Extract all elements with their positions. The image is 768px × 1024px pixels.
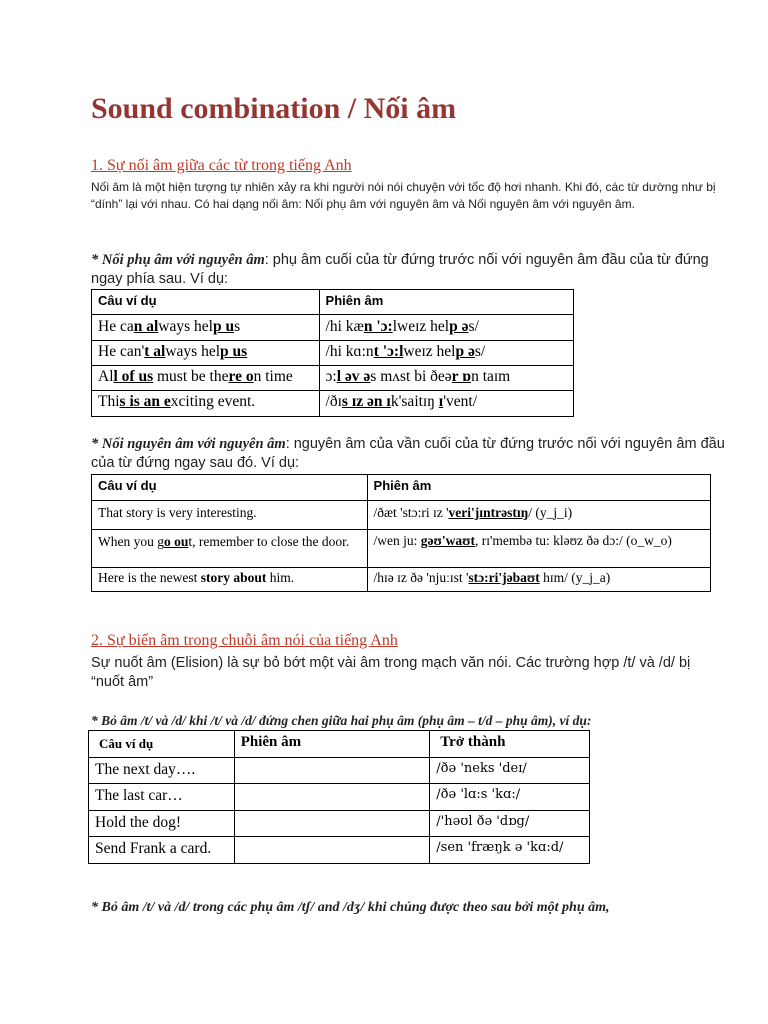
example-sentence: The next day….	[89, 758, 235, 784]
result: /'həʊl ðə 'dɒg/	[430, 811, 590, 837]
column-header: Trở thành	[430, 731, 590, 758]
example-sentence: Here is the newest story about him.	[92, 568, 368, 592]
elision-rule-2: * Bỏ âm /t/ và /d/ trong các phụ âm /tʃ/ and /dʒ/ khi chúng được theo sau bởi một phụ âm,	[91, 900, 610, 915]
transcription	[234, 758, 430, 784]
section-1-heading: 1. Sự nối âm giữa các từ trong tiếng Anh	[91, 157, 352, 174]
table-row	[89, 784, 590, 811]
vowel-vowel-table	[91, 474, 711, 592]
example-sentence: The last car…	[89, 784, 235, 811]
vowel-vowel-lead: * Nối nguyên âm với nguyên âm	[91, 436, 286, 452]
consonant-vowel-lead: * Nối phụ âm với nguyên âm	[91, 252, 265, 268]
table-row	[92, 366, 574, 391]
transcription	[234, 784, 430, 811]
elision-table	[88, 730, 590, 864]
result: /sen 'fræŋk ə 'kɑ:d/	[430, 837, 590, 864]
transcription: /wen ju: gəʊ'waʊt, rɪ'membə tu: kləʊz ðə dɔ:/ (o_w_o)	[367, 530, 710, 568]
transcription: /hɪə ɪz ðə 'njuːɪst 'stɔ:ri'jəbaʊt hɪm/ (y_j_a)	[367, 568, 710, 592]
table-row	[89, 758, 590, 784]
table-row	[92, 341, 574, 366]
example-sentence: Hold the dog!	[89, 811, 235, 837]
table-header-row	[89, 731, 590, 758]
transcription: ɔ:l əv əs mʌst bi ðeər ɒn taɪm	[319, 366, 573, 391]
consonant-vowel-text: : phụ âm cuối của từ đứng trước nối với nguyên âm đầu của từ đứng ngay phía sau. Ví dụ:	[91, 252, 709, 287]
elision-rule-1: * Bỏ âm /t/ và /d/ khi /t/ và /d/ đứng chen giữa hai phụ âm (phụ âm – t/d – phụ âm), ví dụ:	[91, 713, 592, 728]
table-row	[92, 391, 574, 417]
table-row	[92, 501, 711, 530]
section-1-intro: Nối âm là một hiện tượng tự nhiên xảy ra khi người nói nói chuyện với tốc độ hơi nhanh. Khi đó, các từ dường như bị “dính” lại với nhau. Có hai dạng nối âm: Nối phụ âm với nguyên âm và Nối nguyên âm với nguyên âm.	[91, 180, 716, 211]
column-header: Câu ví dụ	[92, 290, 320, 315]
table-row	[89, 837, 590, 864]
table-row	[92, 315, 574, 341]
result: /ðə 'neks 'deɪ/	[430, 758, 590, 784]
table-header-row	[92, 290, 574, 315]
transcription: /hi kɑ:nt 'ɔ:lweɪz help əs/	[319, 341, 573, 366]
column-header: Phiên âm	[367, 475, 710, 501]
example-sentence: This is an exciting event.	[92, 391, 320, 417]
column-header: Phiên âm	[234, 731, 430, 758]
column-header: Câu ví dụ	[89, 731, 235, 758]
transcription: /ðɪs ɪz ən ɪk'saitɪŋ ɪ'vent/	[319, 391, 573, 417]
consonant-vowel-table	[91, 289, 574, 417]
transcription: /hi kæn 'ɔ:lweɪz help əs/	[319, 315, 573, 341]
example-sentence: He can always help us	[92, 315, 320, 341]
example-sentence: All of us must be there on time	[92, 366, 320, 391]
example-sentence: Send Frank a card.	[89, 837, 235, 864]
transcription	[234, 811, 430, 837]
consonant-vowel-description	[91, 251, 711, 289]
table-row	[92, 530, 711, 568]
page-title: Sound combination / Nối âm	[91, 92, 457, 125]
vowel-vowel-text: : nguyên âm của vần cuối của từ đứng trước nối với nguyên âm đầu của từ đứng ngay sau đó. Ví dụ:	[91, 436, 725, 471]
section-2-intro: Sự nuốt âm (Elision) là sự bỏ bớt một vài âm trong mạch văn nói. Các trường hợp /t/ và /d/ bị “nuốt âm”	[91, 655, 691, 690]
example-sentence: That story is very interesting.	[92, 501, 368, 530]
section-2-heading: 2. Sự biến âm trong chuỗi âm nói của tiếng Anh	[91, 632, 398, 649]
table-header-row	[92, 475, 711, 501]
table-row	[89, 811, 590, 837]
transcription: /ðæt 'stɔ:ri ɪz 'veri'jɪntrəstɪŋ/ (y_j_i)	[367, 501, 710, 530]
result: /ðə 'lɑ:s 'kɑ:/	[430, 784, 590, 811]
example-sentence: When you go out, remember to close the door.	[92, 530, 368, 568]
example-sentence: He can't always help us	[92, 341, 320, 366]
vowel-vowel-description	[91, 435, 731, 473]
transcription	[234, 837, 430, 864]
column-header: Phiên âm	[319, 290, 573, 315]
table-row	[92, 568, 711, 592]
column-header: Câu ví dụ	[92, 475, 368, 501]
